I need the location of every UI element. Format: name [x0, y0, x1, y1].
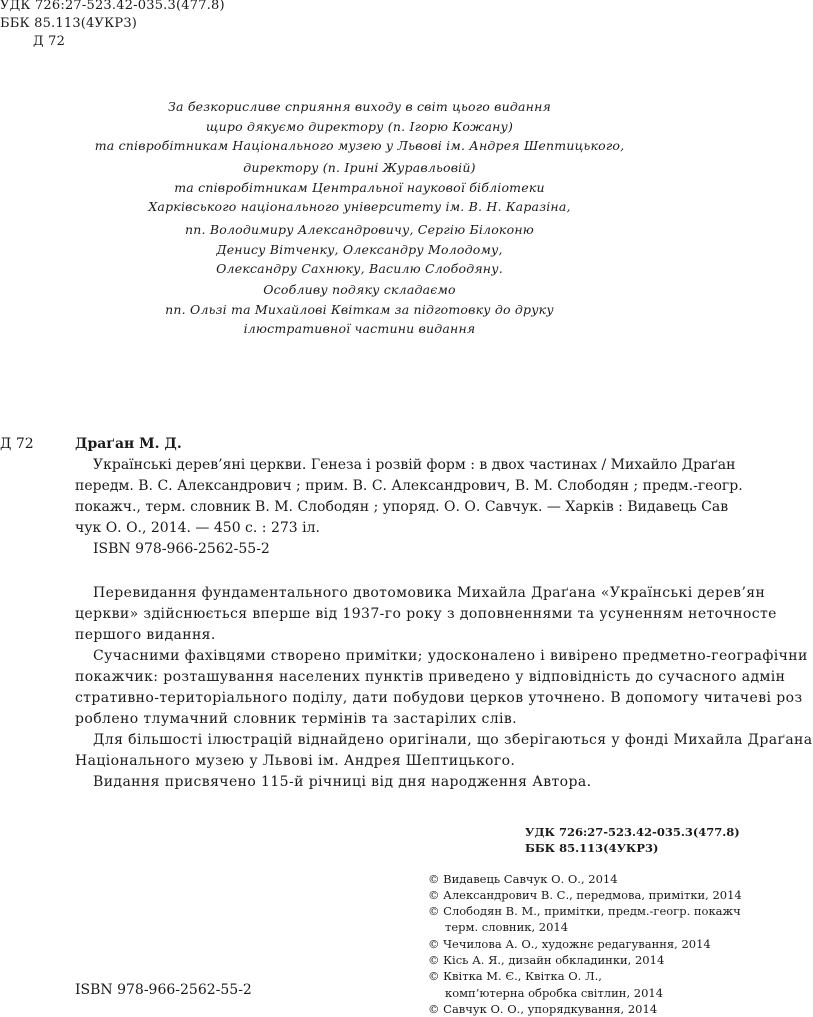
annotation-line: церкви» здійснюється вперше від 1937-го року з доповненнями та усуненням неточносте: [75, 606, 777, 622]
annotation-line: Сучасними фахівцями створено примітки; удосконалено і вивірено предметно-географічни: [93, 648, 808, 664]
copyright-line: © Чечилова А. О., художнє редагування, 2014: [428, 937, 711, 951]
author-mark: Д 72: [33, 34, 66, 49]
acknowledgment-line: Харківського національного університету ім. В. Н. Каразіна,: [148, 199, 571, 214]
copyright-line: © Савчук О. О., упорядкування, 2014: [428, 1002, 658, 1016]
acknowledgment-line: пп. Володимиру Александровичу, Сергію Білоконю: [185, 222, 534, 237]
bibliographic-isbn: ISBN 978-966-2562-55-2: [93, 541, 270, 557]
copyright-line: © Видавець Савчук О. О., 2014: [428, 872, 618, 886]
acknowledgment-line: та співробітникам Національного музею у Львові ім. Андрея Шептицького,: [94, 138, 625, 153]
copyright-line: © Кісь А. Я., дизайн обкладинки, 2014: [428, 953, 665, 967]
acknowledgment-line: щиро дякуємо директору (п. Ігорю Кожану): [205, 118, 514, 134]
acknowledgment-line: Олександру Сахнюку, Василю Слободяну.: [216, 261, 503, 276]
bibliographic-line: передм. В. С. Александрович ; прим. В. С. Александрович, В. М. Слободян ; предм.-геогр.: [75, 478, 743, 494]
udk-code-small: УДК 726:27-523.42-035.3(477.8): [525, 825, 740, 839]
annotation-line: роблено тлумачний словник термінів та застарілих слів.: [75, 711, 518, 727]
copyright-line: © Александрович В. С., передмова, примітки, 2014: [428, 888, 742, 902]
bbk-code: ББК 85.113(4УКР3): [0, 16, 138, 31]
bibliographic-line: чук О. О., 2014. — 450 с. : 273 іл.: [75, 520, 320, 536]
annotation-line: першого видання.: [75, 627, 216, 643]
acknowledgment-line: За безкорисливе сприяння виходу в світ цього видання: [168, 99, 551, 114]
acknowledgment-group: [0, 97, 719, 156]
acknowledgment-line: директору (п. Ірині Журавльовій): [243, 160, 476, 175]
annotation-line: Для більшості ілюстрацій віднайдено оригінали, що зберігаються у фонді Михайла Драґана: [93, 732, 813, 748]
copyright-line: комп’ютерна обробка світлин, 2014: [445, 986, 664, 1000]
copyright-line: терм. словник, 2014: [445, 920, 569, 934]
bbk-code-small: ББК 85.113(4УКР3): [525, 841, 659, 855]
copyright-line: © Квітка М. Є., Квітка О. Л.,: [428, 969, 602, 983]
annotation-line: Видання присвячено 115-й річниці від дня народження Автора.: [93, 774, 592, 790]
annotation-line: Національного музею у Львові ім. Андрея Шептицького.: [75, 753, 516, 769]
acknowledgment-line: та співробітникам Центральної наукової бібліотеки: [174, 179, 545, 195]
acknowledgment-group: [0, 220, 719, 279]
annotation-line: Перевидання фундаментального двотомовика Михайла Драґана «Українські дерев’ян: [93, 585, 766, 601]
bibliographic-line: Українські дерев’яні церкви. Генеза і розвій форм : в двох частинах / Михайло Драґан: [93, 457, 736, 473]
udk-code: УДК 726:27-523.42-035.3(477.8): [0, 0, 225, 13]
acknowledgment-group: [0, 158, 719, 217]
bibliographic-line: покажч., терм. словник В. М. Слободян ; упоряд. О. О. Савчук. — Харків : Видавець Сав: [75, 499, 729, 515]
acknowledgment-line: пп. Ользі та Михайлові Квіткам за підготовку до друку: [165, 301, 554, 317]
acknowledgment-line: ілюстративної частини видання: [243, 321, 476, 336]
annotation-line: стративно-територіального поділу, дати побудови церков уточнено. В допомогу читачеві роз: [75, 690, 803, 706]
acknowledgment-group: [0, 280, 719, 339]
bibliographic-mark: Д 72: [0, 436, 34, 452]
acknowledgment-line: Денису Вітченку, Олександру Молодому,: [216, 241, 503, 257]
acknowledgment-line: Особливу подяку складаємо: [263, 282, 456, 297]
copyright-line: © Слободян В. М., примітки, предм.-геогр. покажч: [428, 904, 741, 918]
annotation-line: покажчик: розташування населених пунктів приведено у відповідність до сучасного адмін: [75, 669, 786, 685]
bibliographic-author: Драґан М. Д.: [75, 436, 182, 452]
footer-isbn: ISBN 978-966-2562-55-2: [75, 982, 252, 998]
